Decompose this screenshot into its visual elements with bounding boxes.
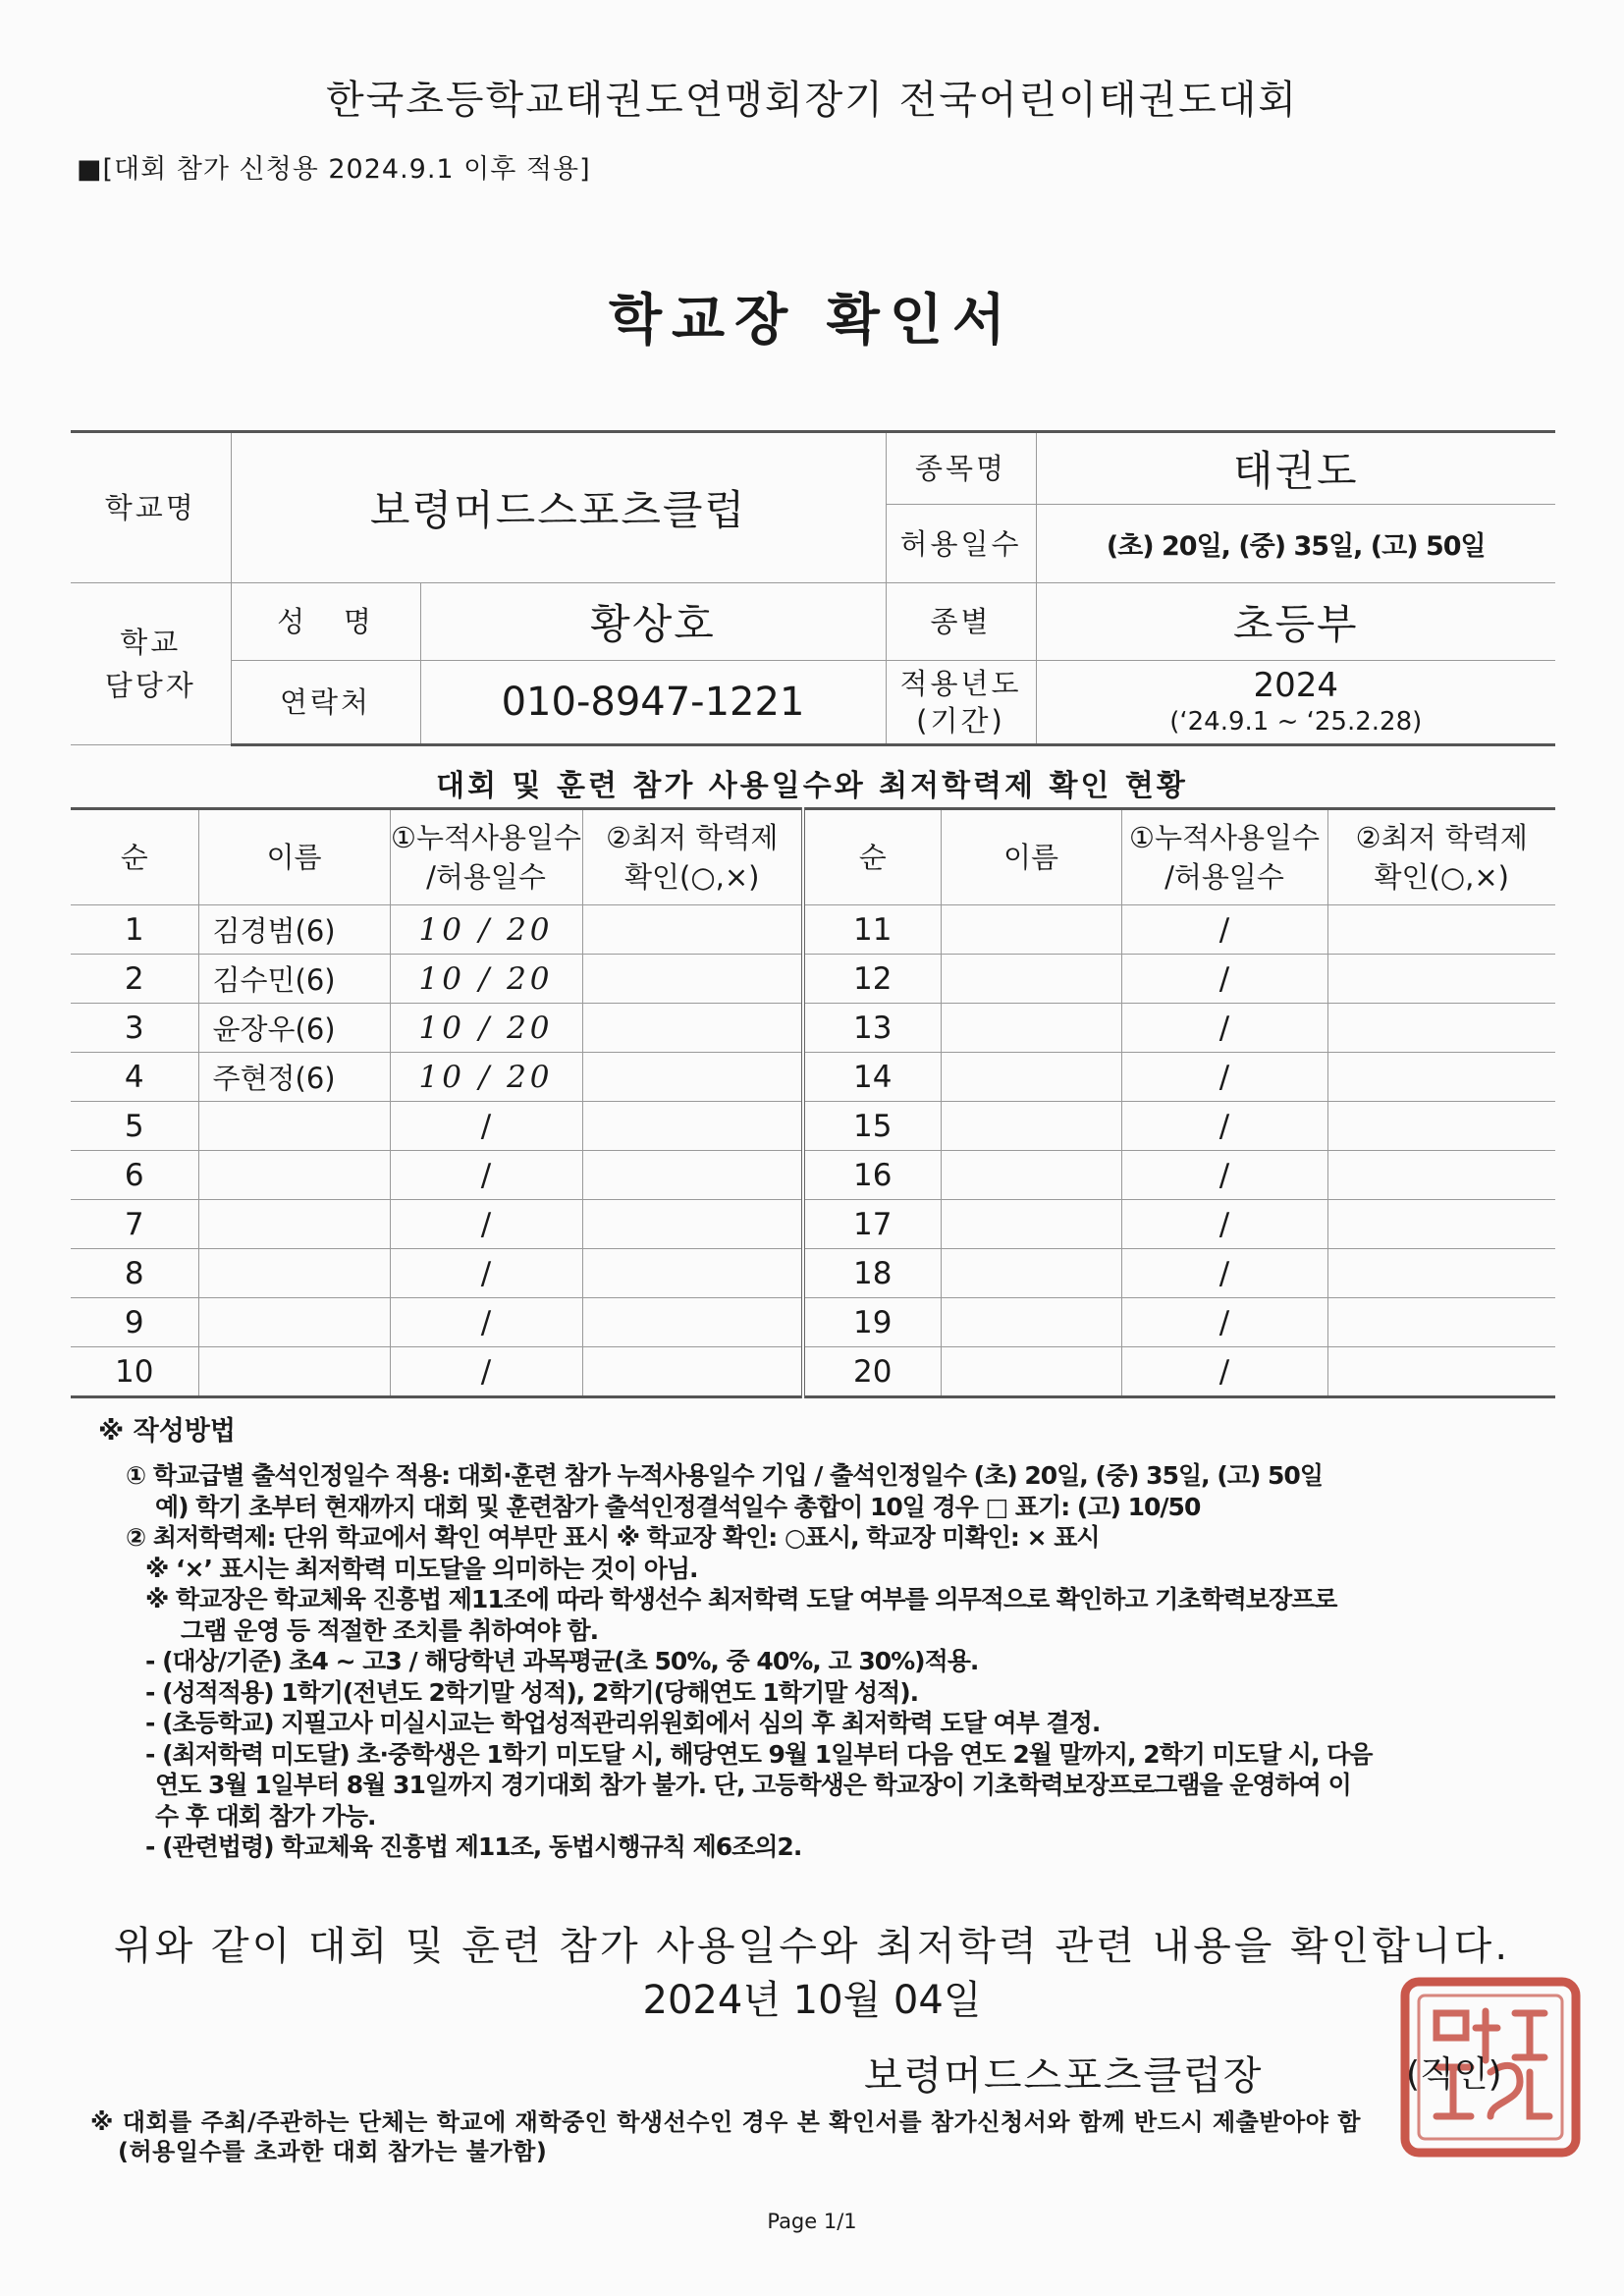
row-check [582,1102,803,1151]
table-row [71,1004,1555,1053]
instruction-line: ② 최저학력제: 단위 학교에서 확인 여부만 표시 ※ 학교장 확인: ○표시, 학교장 미확인: × 표시 [126,1523,1100,1552]
row-name [941,905,1121,955]
row-days: / [390,1102,582,1151]
table-row [71,905,1555,955]
row-days: / [1121,1004,1327,1053]
phone-value: 010-8947-1221 [420,661,886,745]
row-check [1327,1347,1555,1397]
row-check [1327,1151,1555,1200]
col-check-right-line1: ②최저 학력제 [1355,821,1528,854]
row-check [1327,1004,1555,1053]
col-name-right: 이름 [941,809,1121,905]
row-no: 19 [803,1298,941,1347]
instruction-line: - (대상/기준) 초4 ~ 고3 / 해당학년 과목평균(초 50%, 중 40%, 고 30%)적용. [145,1647,979,1675]
row-days: 10 / 20 [390,905,582,955]
col-days-line2: /허용일수 [426,860,546,894]
row-no: 7 [71,1200,198,1249]
row-check [582,1249,803,1298]
info-table [71,430,1555,746]
roster-table [71,807,1555,1398]
contact-person-label-line1: 학교 [120,626,182,659]
row-no: 3 [71,1004,198,1053]
row-name [941,1102,1121,1151]
contact-person-label-line2: 담당자 [104,669,196,702]
footer-note-line1: ※ 대회를 주최/주관하는 단체는 학교에 재학중인 학생선수인 경우 본 확인서를 참가신청서와 함께 반드시 제출받아야 함 [90,2108,1361,2136]
name-label: 성 명 [231,583,420,661]
year-cell [1036,661,1555,745]
instructions-list [126,1460,1500,1863]
instruction-line: - (관련법령) 학교체육 진흥법 제11조, 동법시행규칙 제6조의2. [145,1832,802,1861]
table-row [71,1347,1555,1397]
col-check-right-line2: 확인(○,×) [1374,860,1509,894]
confirmation-statement: 위와 같이 대회 및 훈련 참가 사용일수와 최저학력 관련 내용을 확인합니다. [113,1924,1511,1969]
name-value: 황상호 [420,583,886,661]
row-name [941,955,1121,1004]
roster-subtitle: 대회 및 훈련 참가 사용일수와 최저학력제 확인 현황 [436,769,1188,803]
seal-label: (직인) [1406,2054,1502,2095]
col-check-line1: ②최저 학력제 [606,821,779,854]
instruction-line: - (최저학력 미도달) 초·중학생은 1학기 미도달 시, 해당연도 9월 1일부터 다음 연도 2월 말까지, 2학기 미도달 시, 다음 [145,1739,1373,1769]
row-check [582,1151,803,1200]
school-label: 학교명 [71,432,231,583]
row-no: 9 [71,1298,198,1347]
signer-name: 보령머드스포츠클럽장 [864,2053,1264,2099]
table-row [71,1102,1555,1151]
row-name [941,1151,1121,1200]
row-name [941,1249,1121,1298]
row-check [1327,1200,1555,1249]
footer-note-line2: (허용일수를 초과한 대회 참가는 불가함) [118,2138,548,2165]
col-days-right [1121,809,1327,905]
row-days: / [1121,1298,1327,1347]
row-no: 13 [803,1004,941,1053]
instruction-line: ① 학교급별 출석인정일수 적용: 대회·훈련 참가 누적사용일수 기입 / 출석인정일수 (초) 20일, (중) 35일, (고) 50일 [126,1461,1323,1490]
row-name [941,1004,1121,1053]
year-value: 2024 [1253,666,1339,705]
row-name: 김경범(6) [198,905,390,955]
row-no: 4 [71,1053,198,1102]
col-no: 순 [71,809,198,905]
table-row [71,1200,1555,1249]
row-no: 8 [71,1249,198,1298]
row-days: / [1121,1053,1327,1102]
instruction-line: - (초등학교) 지필고사 미실시교는 학업성적관리위원회에서 심의 후 최저학력 도달 여부 결정. [145,1709,1101,1737]
row-days: / [390,1298,582,1347]
allowed-days-value: (초) 20일, (중) 35일, (고) 50일 [1036,505,1555,583]
year-label-line2: (기간) [916,704,1005,738]
instructions-heading: ※ 작성방법 [98,1416,236,1447]
allowed-days-label: 허용일수 [886,505,1036,583]
row-days: / [1121,905,1327,955]
row-check [582,905,803,955]
instruction-line: 연도 3월 1일부터 8월 31일까지 경기대회 참가 불가. 단, 고등학생은 학교장이 기초학력보장프로그램을 운영하여 이 [155,1771,1351,1799]
division-value: 초등부 [1036,583,1555,661]
row-name: 김수민(6) [198,955,390,1004]
row-days: 10 / 20 [390,1004,582,1053]
row-days: / [390,1249,582,1298]
period-value: (‘24.9.1 ~ ‘25.2.28) [1169,707,1423,737]
school-value: 보령머드스포츠클럽 [231,432,886,583]
event-label: 종목명 [886,432,1036,505]
year-label [886,661,1036,745]
row-no: 14 [803,1053,941,1102]
row-no: 2 [71,955,198,1004]
table-row [71,1151,1555,1200]
confirmation-date: 2024년 10월 04일 [642,1978,982,2023]
row-no: 10 [71,1347,198,1397]
row-name [198,1249,390,1298]
table-row [71,1298,1555,1347]
row-check [582,1347,803,1397]
row-name [198,1347,390,1397]
instruction-line: 수 후 대회 참가 가능. [155,1801,376,1831]
contact-person-label [71,583,231,745]
footer-note [90,2107,1361,2166]
year-label-line1: 적용년도 [899,667,1022,700]
row-check [582,1053,803,1102]
col-days-right-line1: ①누적사용일수 [1128,821,1321,854]
col-name: 이름 [198,809,390,905]
row-check [1327,1053,1555,1102]
row-name: 주현정(6) [198,1053,390,1102]
col-days [390,809,582,905]
row-name [198,1298,390,1347]
row-name [198,1102,390,1151]
row-no: 17 [803,1200,941,1249]
page-title: 학교장 확인서 [608,289,1016,353]
page-number: Page 1/1 [767,2210,857,2233]
division-label: 종별 [886,583,1036,661]
row-days: / [1121,955,1327,1004]
instruction-line: ※ ‘×’ 표시는 최저학력 미도달을 의미하는 것이 아님. [145,1554,698,1583]
row-no: 18 [803,1249,941,1298]
row-check [1327,1298,1555,1347]
row-days: 10 / 20 [390,1053,582,1102]
instruction-line: - (성적적용) 1학기(전년도 2학기말 성적), 2학기(당해연도 1학기말 성적). [145,1677,919,1707]
instruction-line: 그램 운영 등 적절한 조치를 취하여야 함. [181,1615,599,1645]
row-check [1327,1249,1555,1298]
row-check [1327,955,1555,1004]
phone-label: 연락처 [231,661,420,745]
row-check [1327,905,1555,955]
row-check [582,955,803,1004]
row-days: / [1121,1249,1327,1298]
row-name [941,1200,1121,1249]
row-name [198,1151,390,1200]
col-days-line1: ①누적사용일수 [390,821,582,854]
row-no: 5 [71,1102,198,1151]
row-no: 15 [803,1102,941,1151]
row-name [941,1053,1121,1102]
row-days: / [390,1151,582,1200]
row-check [582,1004,803,1053]
row-no: 16 [803,1151,941,1200]
row-no: 6 [71,1151,198,1200]
row-days: / [1121,1200,1327,1249]
row-days: / [1121,1102,1327,1151]
form-note: ■[대회 참가 신청용 2024.9.1 이후 적용] [77,154,591,185]
col-check [582,809,803,905]
row-check [582,1200,803,1249]
row-days: 10 / 20 [390,955,582,1004]
row-no: 11 [803,905,941,955]
col-no-right: 순 [803,809,941,905]
instruction-line: ※ 학교장은 학교체육 진흥법 제11조에 따라 학생선수 최저학력 도달 여부를 의무적으로 확인하고 기초학력보장프로 [145,1585,1337,1613]
event-value: 태권도 [1036,432,1555,505]
row-days: / [1121,1151,1327,1200]
row-days: / [1121,1347,1327,1397]
row-name: 윤장우(6) [198,1004,390,1053]
row-name [198,1200,390,1249]
row-no: 20 [803,1347,941,1397]
organizer-title: 한국초등학교태권도연맹회장기 전국어린이태권도대회 [325,78,1299,123]
col-days-right-line2: /허용일수 [1164,860,1284,894]
instruction-line: 예) 학기 초부터 현재까지 대회 및 훈련참가 출석인정결석일수 총합이 10일 경우 □ 표기: (고) 10/50 [155,1492,1201,1521]
row-no: 12 [803,955,941,1004]
row-check [1327,1102,1555,1151]
col-check-line2: 확인(○,×) [624,860,760,894]
table-row [71,1249,1555,1298]
row-days: / [390,1200,582,1249]
row-name [941,1298,1121,1347]
row-name [941,1347,1121,1397]
col-check-right [1327,809,1555,905]
table-row [71,955,1555,1004]
row-no: 1 [71,905,198,955]
table-row [71,1053,1555,1102]
row-check [582,1298,803,1347]
row-days: / [390,1347,582,1397]
